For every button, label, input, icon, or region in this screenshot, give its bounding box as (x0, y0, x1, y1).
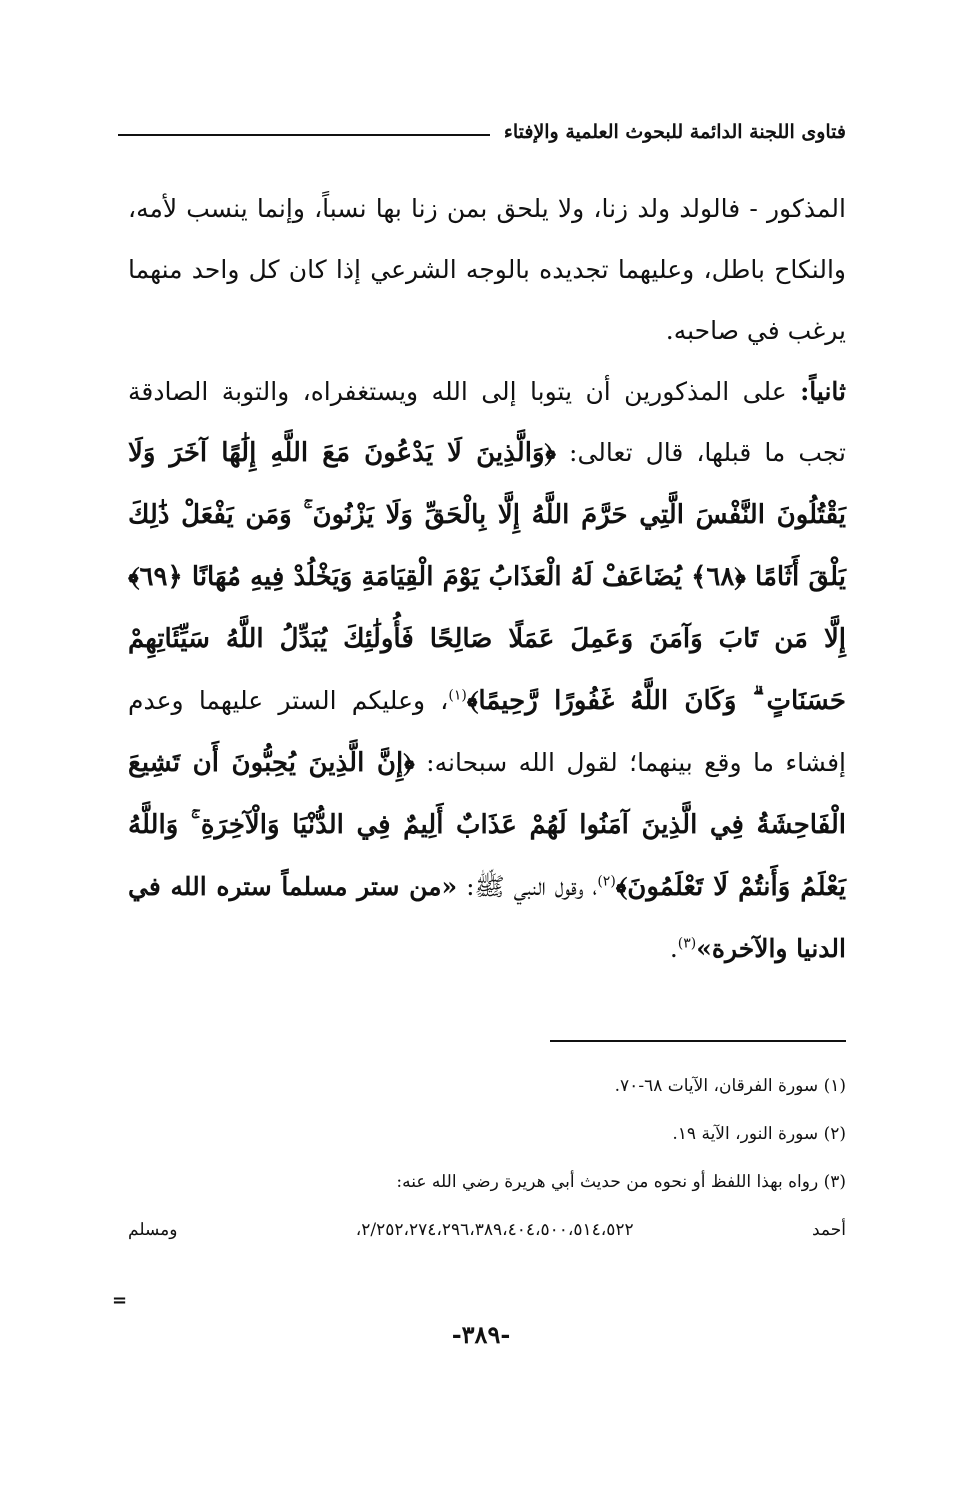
section-label: ثانياً: (800, 377, 846, 406)
footnote-1: (١) سورة الفرقان، الآيات ٦٨-٧٠. (614, 1076, 846, 1096)
continuation-mark: = (112, 1290, 128, 1311)
footnote-ref-2[interactable]: (٢) (597, 873, 616, 890)
footnotes (128, 1062, 846, 1254)
paragraph-end: . (669, 934, 678, 963)
hadith-quote: «من ستر مسلماً ستره الله في الدنيا والآخرة» (128, 872, 846, 963)
paragraph-2-text: على المذكورين أن يتوبا إلى الله ويستغفراه، والتوبة الصادقة تجب ما قبلها، قال تعالى: (128, 377, 846, 467)
paragraph-2 (128, 361, 846, 979)
page-header (118, 112, 846, 152)
footnote-3: (٣) رواه بهذا اللفظ أو نحوه من حديث أبي هريرة رضي الله عنه: (396, 1172, 846, 1192)
paragraph-1: المذكور - فالولد ولد زنا، ولا يلحق بمن زنا بها نسباً، وإنما ينسب لأمه، والنكاح باطل، وعليهما تجديده بالوجه الشرعي إذا كان كل واحد منهما يرغب في صاحبه. (128, 194, 846, 345)
footnote-rule (550, 1040, 846, 1042)
quran-verse-2: ﴿إِنَّ الَّذِينَ يُحِبُّونَ أَن تَشِيعَ الْفَاحِشَةُ فِي الَّذِينَ آمَنُوا لَهُمْ عَذَابٌ أَلِيمٌ فِي الدُّنْيَا وَالْآخِرَةِ ۚ وَاللَّهُ يَعْلَمُ وَأَنتُمْ لَا تَعْلَمُونَ﴾ (128, 748, 846, 902)
page-number: -٣٨٩- (451, 1320, 511, 1349)
header-rule (118, 134, 490, 136)
footnote-3-references: أحمد ٢/٢٥٢،٢٧٤،٢٩٦،٣٨٩،٤٠٤،٥٠٠،٥١٤،٥٢٢، ومسلم (128, 1220, 846, 1240)
footnote-2: (٢) سورة النور، الآية ١٩. (672, 1124, 846, 1144)
running-title: فتاوى اللجنة الدائمة للبحوث العلمية والإفتاء (503, 121, 846, 143)
main-text (128, 178, 846, 979)
footnote-ref-1[interactable]: (١) (448, 687, 467, 704)
paragraph-2-continued: ، وعليكم الستر عليهما وعدم إفشاء ما وقع بينهما؛ لقول الله سبحانه: (128, 686, 846, 777)
paragraph-2-continued-2: ، وقول النبي ﷺ: (457, 872, 598, 901)
quran-verse-1: ﴿وَالَّذِينَ لَا يَدْعُونَ مَعَ اللَّهِ إِلَٰهًا آخَرَ وَلَا يَقْتُلُونَ النَّفْسَ الَّتِي حَرَّمَ اللَّهُ إِلَّا بِالْحَقِّ وَلَا يَزْنُونَ ۚ وَمَن يَفْعَلْ ذَٰلِكَ يَلْقَ أَثَامًا ﴿٦٨﴾ يُضَاعَفْ لَهُ الْعَذَابُ يَوْمَ الْقِيَامَةِ وَيَخْلُدْ فِيهِ مُهَانًا ﴿٦٩﴾ إِلَّا مَن تَابَ وَآمَنَ وَعَمِلَ عَمَلًا صَالِحًا فَأُولَٰئِكَ يُبَدِّلُ اللَّهُ سَيِّئَاتِهِمْ حَسَنَاتٍ ۗ وَكَانَ اللَّهُ غَفُورًا رَّحِيمًا﴾ (128, 438, 846, 716)
footnote-ref-3[interactable]: (٣) (677, 935, 697, 952)
